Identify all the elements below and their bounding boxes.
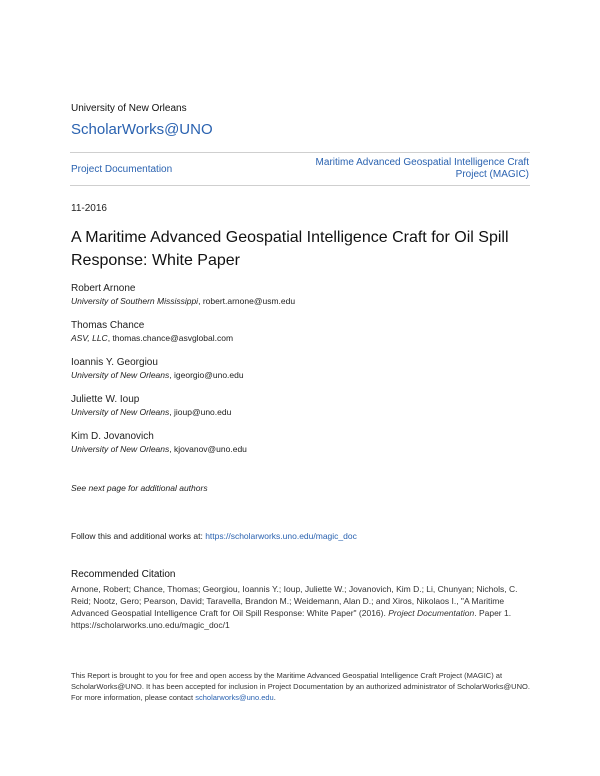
author-email: thomas.chance@asvglobal.com [112, 333, 234, 343]
collection-link[interactable]: Project Documentation [71, 164, 173, 175]
author-entry: Thomas Chance ASV, LLC, thomas.chance@asvglobal.com [71, 319, 531, 344]
access-notice [71, 670, 531, 703]
citation-url: https://scholarworks.uno.edu/magic_doc/1 [71, 620, 230, 630]
citation-journal: Project Documentation [388, 608, 475, 618]
divider-top [70, 152, 530, 153]
author-entry: Juliette W. Ioup University of New Orleans, jioup@uno.edu [71, 393, 531, 418]
author-affiliation: University of New Orleans [71, 444, 170, 454]
see-next-page-note: See next page for additional authors [71, 483, 208, 493]
author-entry: Robert Arnone University of Southern Mississippi, robert.arnone@usm.edu [71, 282, 531, 307]
repository-link[interactable]: ScholarWorks@UNO [71, 121, 213, 138]
follow-line [71, 531, 357, 541]
author-name: Thomas Chance [71, 320, 145, 331]
document-title: A Maritime Advanced Geospatial Intelligence Craft for Oil Spill Response: White Paper [71, 229, 509, 269]
divider-bottom [70, 185, 530, 186]
author-affiliation: University of New Orleans [71, 407, 170, 417]
citation-paper: . Paper 1. [474, 608, 512, 618]
author-affiliation: University of New Orleans [71, 370, 170, 380]
author-name: Juliette W. Ioup [71, 394, 140, 405]
author-email: robert.arnone@usm.edu [202, 296, 296, 306]
citation-heading: Recommended Citation [71, 569, 176, 580]
author-entry: Ioannis Y. Georgiou University of New Orleans, igeorgio@uno.edu [71, 356, 531, 381]
author-name: Kim D. Jovanovich [71, 431, 154, 442]
series-link[interactable]: Maritime Advanced Geospatial Intelligence Craft Project (MAGIC) [315, 157, 529, 180]
follow-text: Follow this and additional works at: [71, 531, 206, 541]
university-name: University of New Orleans [71, 103, 187, 114]
author-email: jioup@uno.edu [174, 407, 232, 417]
author-name: Ioannis Y. Georgiou [71, 357, 158, 368]
author-email: igeorgio@uno.edu [174, 370, 244, 380]
collection-url-link[interactable]: https://scholarworks.uno.edu/magic_doc [205, 531, 357, 541]
citation-block [71, 583, 531, 631]
author-name: Robert Arnone [71, 283, 136, 294]
citation-text: Arnone, Robert; Chance, Thomas; Georgiou, Ioannis Y.; Ioup, Juliette W.; Jovanovich, Kim D.; Li, Chunyan; Nichols, C. Reid; Nootz, Gero; Pearson, David; Taravella, Brandon M.; Weidemann, Alan D.; and Xiros, Nikolaos I., "A Maritime Advanced Geospatial Intelligence Craft for Oil Spill Response: White Paper" (2016). [71, 584, 518, 618]
author-entry: Kim D. Jovanovich University of New Orleans, kjovanov@uno.edu [71, 430, 531, 455]
author-affiliation: University of Southern Mississippi [71, 296, 199, 306]
contact-email-link[interactable]: scholarworks@uno.edu [195, 693, 274, 702]
notice-end: . [273, 693, 276, 702]
notice-text: This Report is brought to you for free and open access by the Maritime Advanced Geospatial Intelligence Craft Project (MAGIC) at ScholarWorks@UNO. It has been accepted for inclusion in Project Documentation by an authorized administrator of ScholarWorks@UNO. For more information, please contact [71, 671, 530, 702]
author-email: kjovanov@uno.edu [174, 444, 247, 454]
author-list [71, 282, 531, 467]
author-affiliation: ASV, LLC [71, 333, 108, 343]
publication-date: 11-2016 [71, 203, 107, 214]
